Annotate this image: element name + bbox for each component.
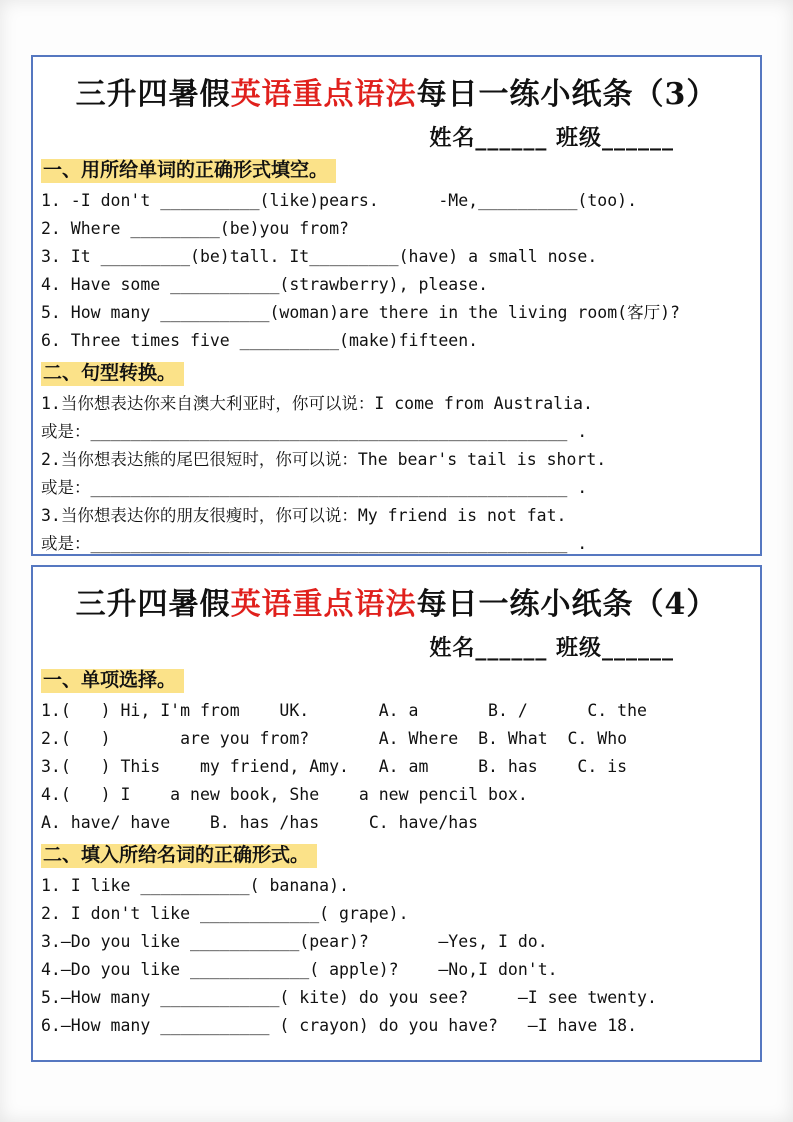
row-text: 3.( ) This my friend, Amy. A. am B. has C. is xyxy=(41,757,628,776)
row-text: 4.—Do you like ____________( apple)? —No,I don't. xyxy=(41,960,558,979)
content-row xyxy=(41,390,752,418)
name-class-line: 姓名______ 班级______ xyxy=(429,635,674,661)
row-text: 1. I like ___________( banana). xyxy=(41,876,349,895)
content-row xyxy=(41,900,752,928)
row-text: A. have/ have B. has /has C. have/has xyxy=(41,813,479,832)
content-row xyxy=(41,669,752,694)
content-row xyxy=(41,781,752,809)
title-part-black: 每日一练小纸条（4） xyxy=(416,587,718,622)
row-text: 1. -I don't __________(like)pears. -Me,__________(too). xyxy=(41,191,638,210)
content-row xyxy=(41,215,752,243)
row-text: 一、单项选择。 xyxy=(41,669,184,693)
row-text: 3. It _________(be)tall. It_________(have) a small nose. xyxy=(41,247,598,266)
row-text: 5.—How many ____________( kite) do you see? —I see twenty. xyxy=(41,988,657,1007)
row-text: 6.—How many ___________ ( crayon) do you have? —I have 18. xyxy=(41,1016,638,1035)
exercise-rows xyxy=(41,669,752,1040)
title-part-red: 英语重点语法 xyxy=(230,587,417,622)
row-text: 2. I don't like ____________( grape). xyxy=(41,904,409,923)
worksheet-title xyxy=(41,579,752,623)
row-text: 或是：________________________________________________ . xyxy=(41,478,588,497)
row-text: 6. Three times five __________(make)fifteen. xyxy=(41,331,479,350)
content-row xyxy=(41,446,752,474)
content-row xyxy=(41,271,752,299)
row-text: 1.( ) Hi, I'm from UK. A. a B. / C. the xyxy=(41,701,647,720)
worksheet-panel-4 xyxy=(31,565,762,1062)
content-row xyxy=(41,753,752,781)
row-text: 或是：________________________________________________ . xyxy=(41,534,588,553)
title-part-black: 三升四暑假 xyxy=(75,77,231,112)
content-row xyxy=(41,418,752,446)
content-row xyxy=(41,984,752,1012)
row-text: 一、用所给单词的正确形式填空。 xyxy=(41,159,336,183)
row-text: 5. How many ___________(woman)are there in the living room(客厅)? xyxy=(41,303,680,322)
row-text: 二、句型转换。 xyxy=(41,362,184,386)
content-row xyxy=(41,530,752,558)
content-row xyxy=(41,844,752,869)
exercise-rows xyxy=(41,159,752,558)
title-part-black: 每日一练小纸条（3） xyxy=(416,77,718,112)
row-text: 2.( ) are you from? A. Where B. What C. Who xyxy=(41,729,628,748)
worksheet-title xyxy=(41,69,752,113)
row-text: 2. Where _________(be)you from? xyxy=(41,219,349,238)
content-row xyxy=(41,187,752,215)
row-text: 4. Have some ___________(strawberry), please. xyxy=(41,275,489,294)
content-row xyxy=(41,474,752,502)
content-row xyxy=(41,809,752,837)
row-text: 2.当你想表达熊的尾巴很短时，你可以说：The bear's tail is short. xyxy=(41,450,607,469)
content-row xyxy=(41,956,752,984)
title-part-red: 英语重点语法 xyxy=(230,77,417,112)
content-row xyxy=(41,362,752,387)
worksheet-panel-3 xyxy=(31,55,762,556)
row-text: 或是：________________________________________________ . xyxy=(41,422,588,441)
row-text: 4.( ) I a new book, She a new pencil box. xyxy=(41,785,528,804)
content-row xyxy=(41,159,752,184)
content-row xyxy=(41,872,752,900)
row-text: 3.当你想表达你的朋友很瘦时，你可以说：My friend is not fat. xyxy=(41,506,567,525)
content-row xyxy=(41,725,752,753)
content-row xyxy=(41,697,752,725)
name-class-line: 姓名______ 班级______ xyxy=(429,125,674,151)
row-text: 1.当你想表达你来自澳大利亚时，你可以说：I come from Australia. xyxy=(41,394,593,413)
title-part-black: 三升四暑假 xyxy=(75,587,231,622)
content-row xyxy=(41,1012,752,1040)
row-text: 3.—Do you like ___________(pear)? —Yes, I do. xyxy=(41,932,548,951)
content-row xyxy=(41,928,752,956)
content-row xyxy=(41,327,752,355)
row-text: 二、填入所给名词的正确形式。 xyxy=(41,844,317,868)
content-row xyxy=(41,299,752,327)
content-row xyxy=(41,243,752,271)
content-row xyxy=(41,502,752,530)
